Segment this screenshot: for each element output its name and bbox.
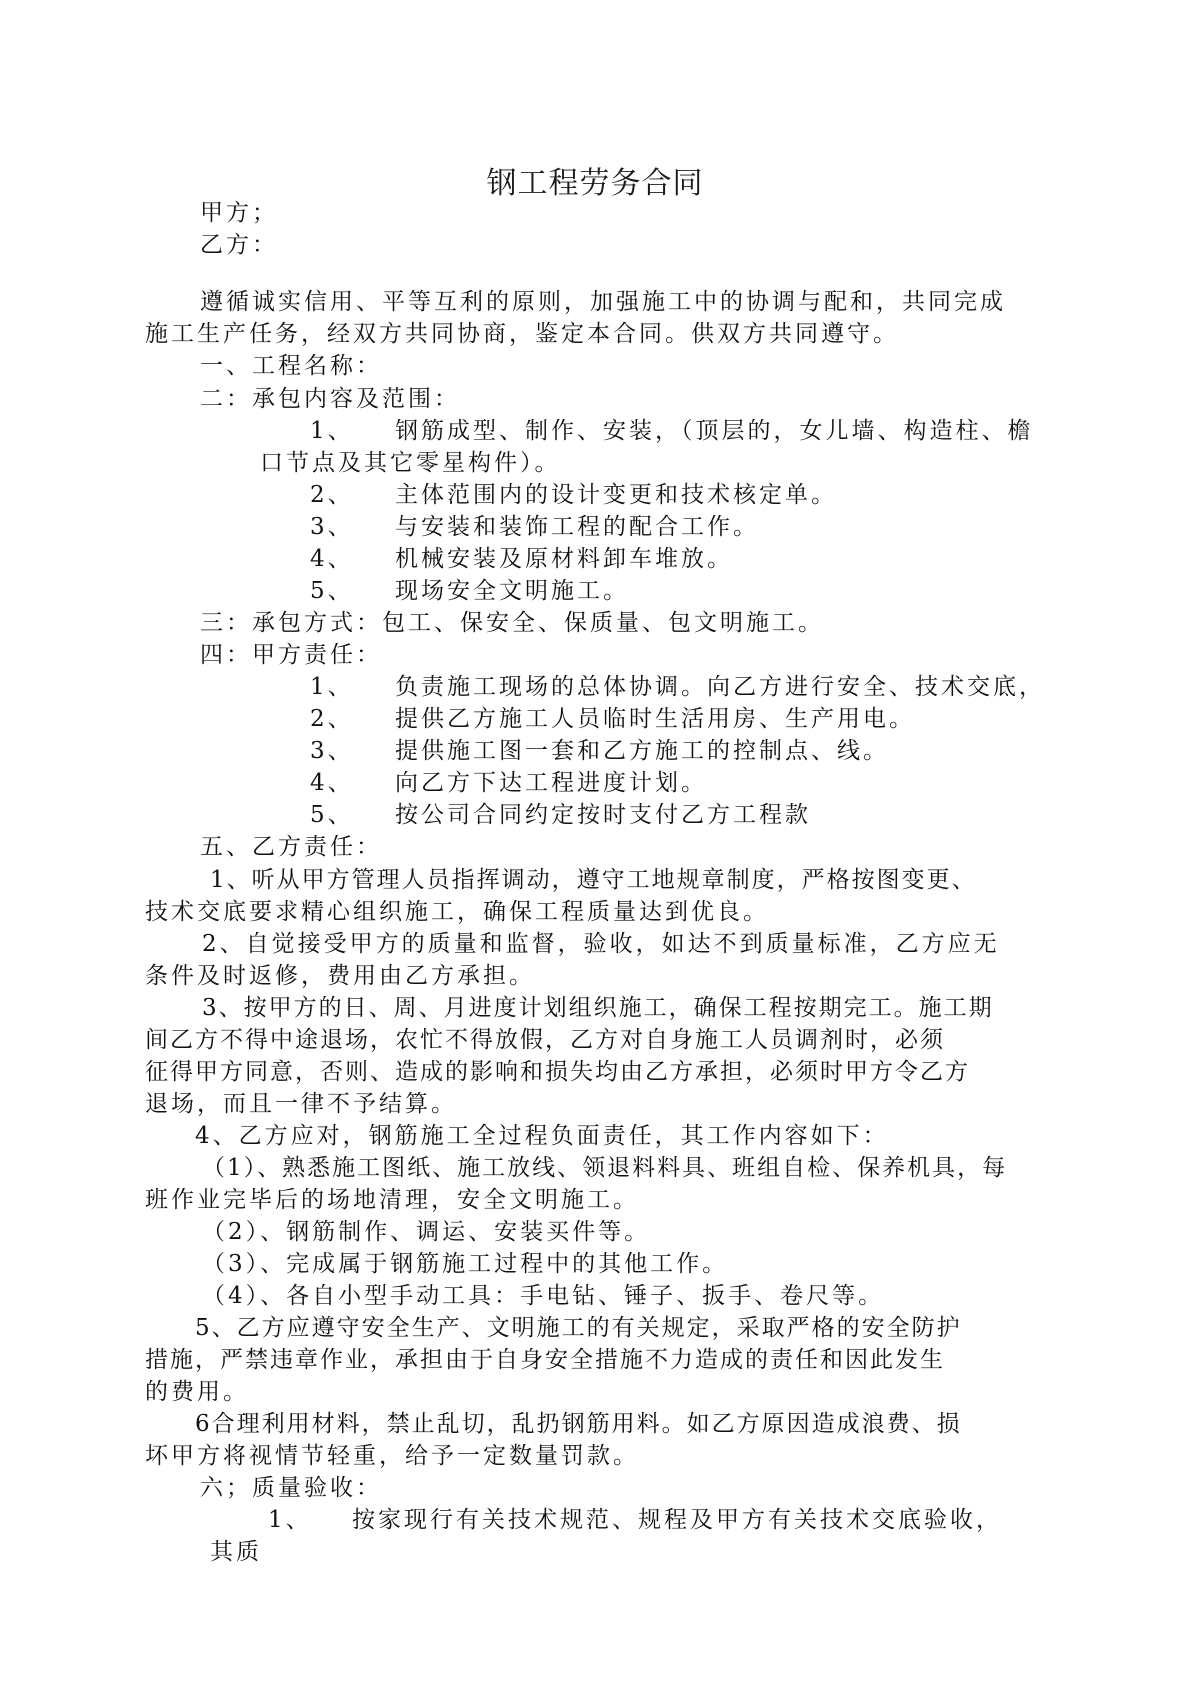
list-item-continuation: 口节点及其它零星构件）。 (260, 450, 561, 476)
document-title: 钢工程劳务合同 (486, 166, 704, 201)
list-item (0, 703, 1190, 735)
list-item (0, 1504, 1190, 1536)
party-a-line: 甲方； (200, 200, 278, 226)
paragraph-line: （4）、各自小型手动工具：手电钻、锤子、扳手、卷尺等。 (202, 1283, 885, 1309)
list-item (0, 767, 1190, 799)
list-number: 2、 (310, 482, 354, 508)
list-text: 钢筋成型、制作、安装，（顶层的，女儿墙、构造柱、檐 (395, 418, 1034, 444)
paragraph-line: 5、乙方应遵守安全生产、文明施工的有关规定，采取严格的安全防护 (195, 1315, 962, 1341)
paragraph-line: 技术交底要求精心组织施工，确保工程质量达到优良。 (145, 899, 769, 925)
paragraph-line: （1）、熟悉施工图纸、施工放线、领退料料具、班组自检、保养机具，每 (202, 1155, 1008, 1181)
paragraph-line: 措施，严禁违章作业，承担由于自身安全措施不力造成的责任和因此发生 (145, 1347, 945, 1373)
section-heading: 六；质量验收： (200, 1475, 382, 1501)
list-item (0, 671, 1190, 703)
paragraph-line: 2、自觉接受甲方的质量和监督，验收，如达不到质量标准，乙方应无 (202, 931, 1000, 957)
list-number: 1、 (310, 418, 354, 444)
list-number: 4、 (310, 770, 354, 796)
list-text: 按公司合同约定按时支付乙方工程款 (395, 802, 811, 828)
list-number: 5、 (310, 802, 354, 828)
paragraph-line: 1、听从甲方管理人员指挥调动，遵守工地规章制度，严格按图变更、 (210, 867, 977, 893)
paragraph-line: 间乙方不得中途退场，农忙不得放假，乙方对自身施工人员调剂时，必须 (145, 1027, 945, 1053)
section-heading: 三：承包方式：包工、保安全、保质量、包文明施工。 (200, 610, 824, 636)
paragraph-line: 3、按甲方的日、周、月进度计划组织施工，确保工程按期完工。施工期 (202, 995, 994, 1021)
section-heading: 四：甲方责任： (200, 642, 382, 668)
list-number: 2、 (310, 706, 354, 732)
section-heading: 二：承包内容及范围： (200, 386, 460, 412)
list-number: 3、 (310, 738, 354, 764)
paragraph-line: 6合理利用材料，禁止乱切，乱扔钢筋用料。如乙方原因造成浪费、损 (195, 1411, 962, 1437)
paragraph-line: 坏甲方将视情节轻重，给予一定数量罚款。 (145, 1443, 639, 1469)
section-heading: 一、工程名称： (200, 353, 382, 379)
party-b-line: 乙方： (200, 232, 278, 258)
list-text: 现场安全文明施工。 (395, 578, 629, 604)
list-text: 提供乙方施工人员临时生活用房、生产用电。 (395, 706, 915, 732)
list-number: 3、 (310, 514, 354, 540)
list-number: 4、 (310, 546, 354, 572)
list-text: 按家现行有关技术规范、规程及甲方有关技术交底验收， (352, 1507, 1002, 1533)
paragraph-line: （2）、钢筋制作、调运、安装买件等。 (202, 1219, 651, 1245)
paragraph-line: 4、乙方应对，钢筋施工全过程负面责任，其工作内容如下： (195, 1123, 889, 1149)
list-item (0, 479, 1190, 511)
paragraph-line: （3）、完成属于钢筋施工过程中的其他工作。 (202, 1251, 729, 1277)
list-text: 机械安装及原材料卸车堆放。 (395, 546, 733, 572)
list-text: 与安装和装饰工程的配合工作。 (395, 514, 759, 540)
section-heading: 五、乙方责任： (200, 834, 382, 860)
list-item (0, 415, 1190, 447)
paragraph-line: 的费用。 (145, 1379, 249, 1405)
list-text: 负责施工现场的总体协调。向乙方进行安全、技术交底， (395, 674, 1045, 700)
list-number: 5、 (310, 578, 354, 604)
list-number: 1、 (310, 674, 354, 700)
list-item (0, 799, 1190, 831)
paragraph-line: 征得甲方同意，否则、造成的影响和损失均由乙方承担，必须时甲方令乙方 (145, 1059, 970, 1085)
list-text: 主体范围内的设计变更和技术核定单。 (395, 482, 837, 508)
list-item (0, 543, 1190, 575)
intro-line: 遵循诚实信用、平等互利的原则，加强施工中的协调与配和，共同完成 (200, 289, 1006, 315)
paragraph-line: 条件及时返修，费用由乙方承担。 (145, 963, 535, 989)
list-item (0, 735, 1190, 767)
list-number: 1、 (268, 1507, 312, 1533)
paragraph-line: 退场，而且一律不予结算。 (145, 1091, 457, 1117)
list-text: 提供施工图一套和乙方施工的控制点、线。 (395, 738, 889, 764)
list-text: 向乙方下达工程进度计划。 (395, 770, 707, 796)
list-item (0, 575, 1190, 607)
intro-line: 施工生产任务，经双方共同协商，鉴定本合同。供双方共同遵守。 (145, 321, 899, 347)
list-item (0, 511, 1190, 543)
paragraph-line: 班作业完毕后的场地清理，安全文明施工。 (145, 1187, 639, 1213)
list-item-continuation: 其质 (210, 1539, 262, 1565)
